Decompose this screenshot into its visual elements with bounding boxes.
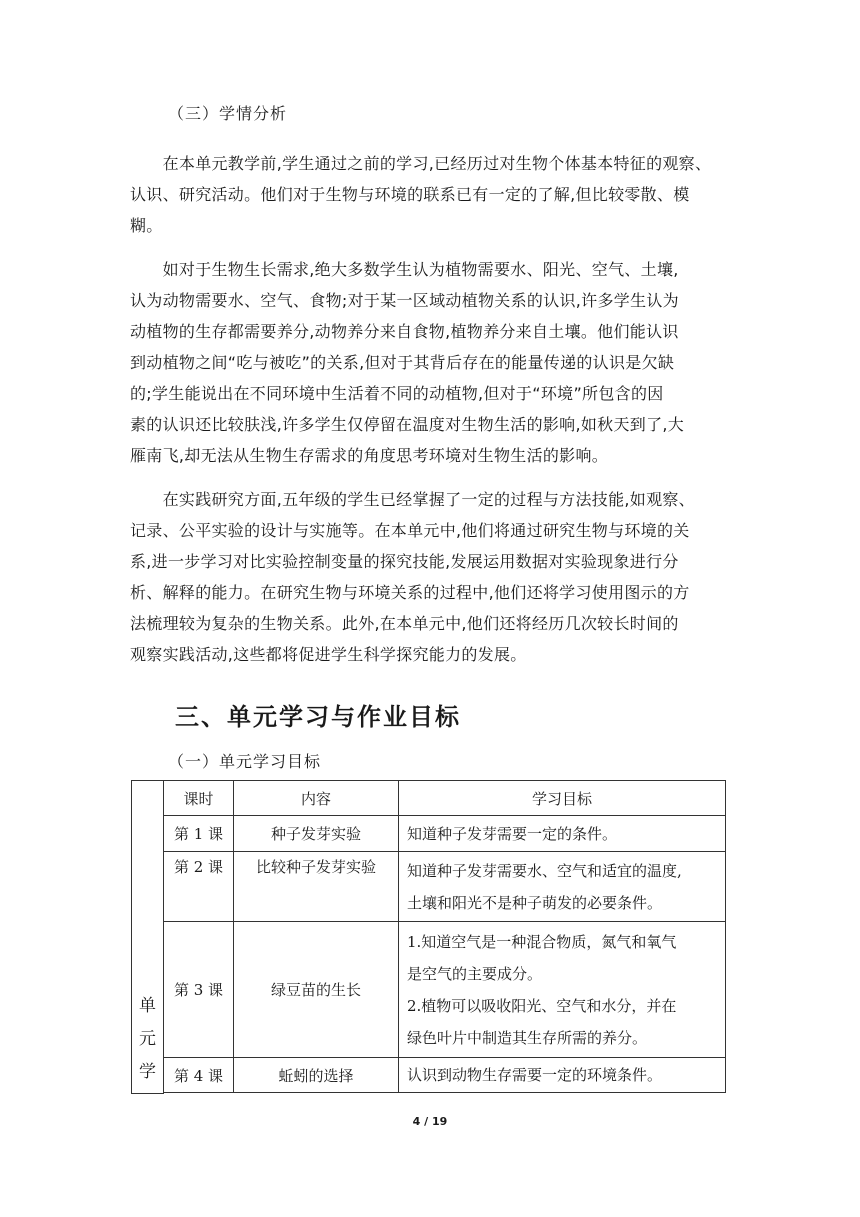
side-label-char: 单 xyxy=(139,995,156,1016)
paragraph-line: 在本单元教学前,学生通过之前的学习,已经历过对生物个体基本特征的观察、 xyxy=(130,154,712,173)
content-cell: 绿豆苗的生长 xyxy=(234,922,399,1058)
side-label-char: 元 xyxy=(139,1028,156,1049)
table-row xyxy=(132,852,726,922)
goal-line: 绿色叶片中制造其生存所需的养分。 xyxy=(407,1028,648,1047)
content-cell: 比较种子发芽实验 xyxy=(234,852,399,922)
paragraph-2 xyxy=(130,254,730,471)
paragraph-line: 雁南飞,却无法从生物生存需求的角度思考环境对生物生活的影响。 xyxy=(130,446,609,465)
goal-line: 1.知道空气是一种混合物质，氮气和氧气 xyxy=(407,932,677,951)
side-label-cell xyxy=(132,781,164,1094)
paragraph-line: 析、解释的能力。在研究生物与环境关系的过程中,他们还将学习使用图示的方 xyxy=(130,583,690,602)
side-label-char: 学 xyxy=(139,1061,156,1082)
lesson-cell: 第 3 课 xyxy=(164,922,234,1058)
goal-line: 知道种子发芽需要一定的条件。 xyxy=(407,824,618,843)
goal-line: 2.植物可以吸收阳光、空气和水分，并在 xyxy=(407,996,677,1015)
goals-cell xyxy=(399,1058,726,1093)
paragraph-line: 认为动物需要水、空气、食物;对于某一区域动植物关系的认识,许多学生认为 xyxy=(130,291,679,310)
subsection-title: （一）单元学习目标 xyxy=(168,752,322,771)
header-content: 内容 xyxy=(234,781,399,816)
paragraph-1 xyxy=(130,148,730,241)
paragraph-line: 观察实践活动,这些都将促进学生科学探究能力的发展。 xyxy=(130,645,527,664)
goals-cell xyxy=(399,816,726,852)
header-goals: 学习目标 xyxy=(399,781,726,816)
section-title: 三、单元学习与作业目标 xyxy=(175,703,461,731)
table-row xyxy=(132,1058,726,1093)
paragraph-line: 糊。 xyxy=(130,216,163,235)
goals-cell xyxy=(399,852,726,922)
paragraph-line: 系,进一步学习对比实验控制变量的探究技能,发展运用数据对实验现象进行分 xyxy=(130,552,679,571)
paragraph-line: 在实践研究方面,五年级的学生已经掌握了一定的过程与方法技能,如观察、 xyxy=(130,490,695,509)
paragraph-line: 到动植物之间“吃与被吃”的关系,但对于其背后存在的能量传递的认识是欠缺 xyxy=(130,353,675,372)
lesson-cell: 第 4 课 xyxy=(164,1058,234,1093)
paragraph-line: 法梳理较为复杂的生物关系。此外,在本单元中,他们还将经历几次较长时间的 xyxy=(130,614,679,633)
table-row xyxy=(132,816,726,852)
paragraph-line: 认识、研究活动。他们对于生物与环境的联系已有一定的了解,但比较零散、模 xyxy=(130,185,690,204)
goal-line: 知道种子发芽需要水、空气和适宜的温度, xyxy=(407,861,682,880)
table-header-row xyxy=(132,781,726,816)
goals-cell xyxy=(399,922,726,1058)
goal-line: 是空气的主要成分。 xyxy=(407,964,543,983)
lesson-cell: 第 1 课 xyxy=(164,816,234,852)
paragraph-line: 如对于生物生长需求,绝大多数学生认为植物需要水、阳光、空气、土壤, xyxy=(130,260,679,279)
content-cell: 蚯蚓的选择 xyxy=(234,1058,399,1093)
lesson-cell: 第 2 课 xyxy=(164,852,234,922)
page-number: 4 / 19 xyxy=(412,1115,448,1128)
paragraph-line: 素的认识还比较肤浅,许多学生仅停留在温度对生物生活的影响,如秋天到了,大 xyxy=(130,415,685,434)
section-heading: （三）学情分析 xyxy=(168,104,288,123)
table-bottom-row xyxy=(132,1093,726,1094)
table-row xyxy=(132,922,726,1058)
paragraph-line: 记录、公平实验的设计与实施等。在本单元中,他们将通过研究生物与环境的关 xyxy=(130,521,690,540)
goal-line: 认识到动物生存需要一定的环境条件。 xyxy=(407,1066,663,1084)
paragraph-line: 动植物的生存都需要养分,动物养分来自食物,植物养分来自土壤。他们能认识 xyxy=(130,322,679,341)
learning-goals-table xyxy=(131,780,726,1094)
header-lesson: 课时 xyxy=(164,781,234,816)
paragraph-line: 的;学生能说出在不同环境中生活着不同的动植物,但对于“环境”所包含的因 xyxy=(130,384,664,403)
paragraph-3 xyxy=(130,484,730,670)
goal-line: 土壤和阳光不是种子萌发的必要条件。 xyxy=(407,893,663,912)
table-bottom-edge xyxy=(164,1093,726,1094)
content-cell: 种子发芽实验 xyxy=(234,816,399,852)
